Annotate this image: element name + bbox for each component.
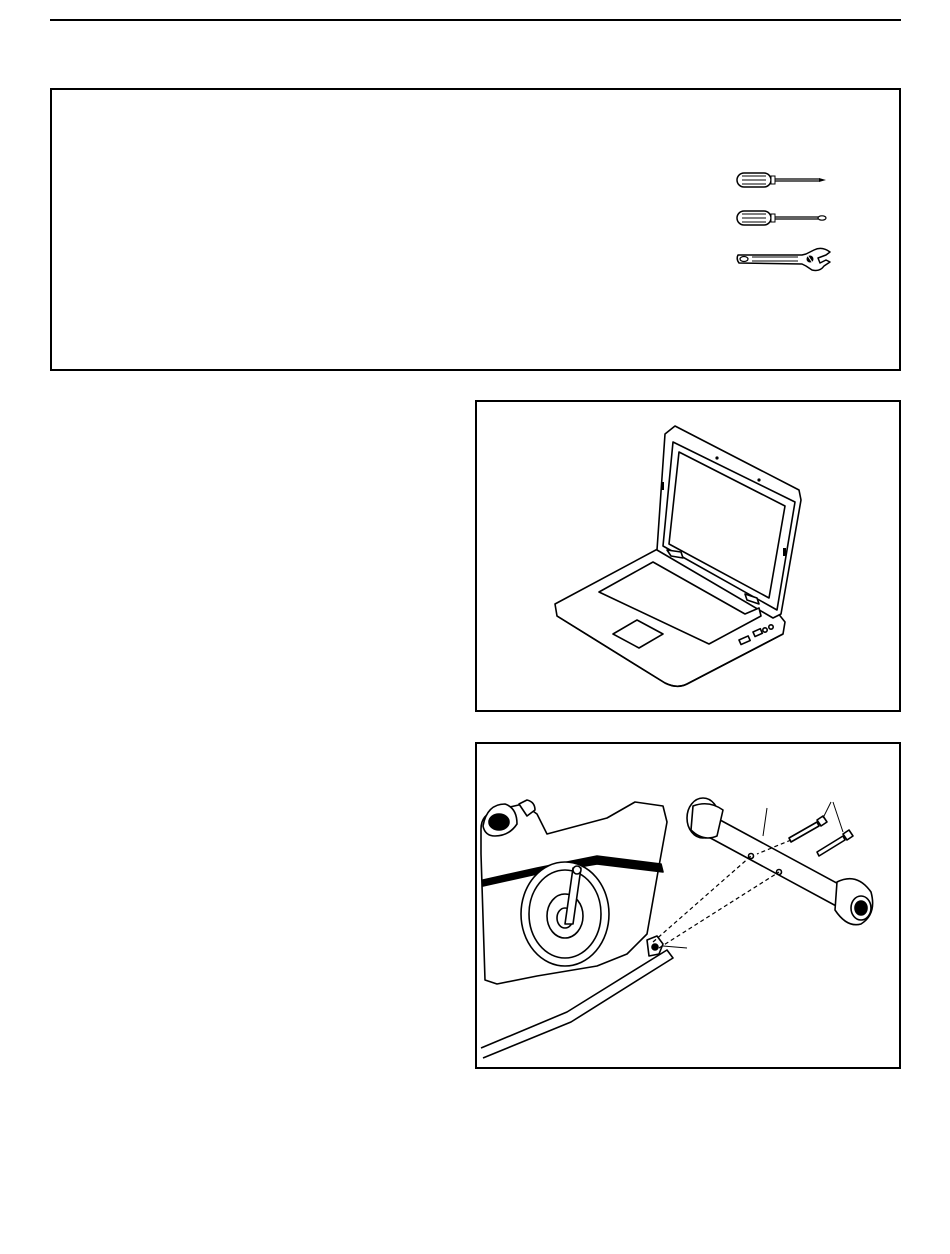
flat-screwdriver-icon [736, 208, 828, 228]
tools-panel [50, 88, 901, 371]
laptop-illustration [477, 402, 899, 710]
adjustable-wrench-icon [734, 246, 834, 274]
laptop-figure [475, 400, 901, 712]
header-rule [50, 19, 901, 21]
phillips-screwdriver-icon [736, 170, 828, 190]
assembly-figure [475, 742, 901, 1069]
stabilizer-assembly-illustration [477, 744, 899, 1067]
